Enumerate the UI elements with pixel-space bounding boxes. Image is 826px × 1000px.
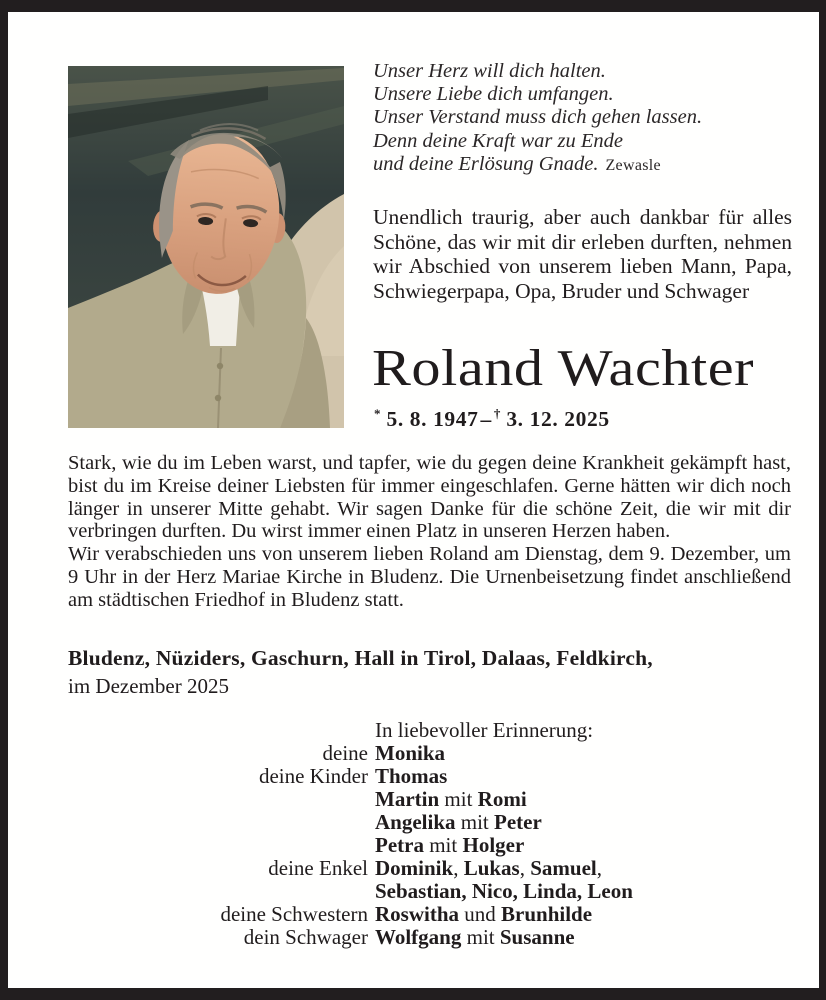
life-dates: [374, 406, 610, 432]
obituary-body: [68, 452, 791, 612]
family-names: [375, 926, 575, 949]
connector-text: ,: [519, 856, 531, 880]
poem-line-text: und deine Erlösung Gnade.: [373, 152, 599, 175]
relation-label: [68, 788, 368, 811]
birth-date: 5. 8. 1947: [386, 407, 479, 432]
remembrance-section: [68, 719, 792, 949]
family-name: Samuel: [530, 856, 597, 880]
portrait-photo: [68, 66, 344, 428]
shirt-button: [215, 395, 221, 401]
remembrance-row: [68, 811, 792, 834]
remembrance-row: [68, 880, 792, 903]
places-line: Bludenz, Nüziders, Gaschurn, Hall in Tirol, Dalaas, Feldkirch,: [68, 646, 653, 670]
mourning-poem: [373, 60, 799, 177]
family-name: Roswitha: [375, 902, 460, 926]
poem-line: Unser Verstand muss dich gehen lassen.: [373, 106, 703, 129]
poem-line: Unser Herz will dich halten.: [373, 60, 606, 82]
family-name: Angelika: [375, 810, 456, 834]
relation-label: [68, 834, 368, 857]
poem-line: Denn deine Kraft war zu Ende: [373, 129, 623, 152]
remembrance-row: [68, 742, 792, 765]
relation-label: [68, 880, 368, 903]
remembrance-row: [68, 926, 792, 949]
remembrance-row: [68, 857, 792, 880]
remembrance-row: [68, 834, 792, 857]
family-names: [375, 857, 602, 880]
connector-text: mit: [461, 925, 500, 949]
family-name: Peter: [494, 810, 542, 834]
connector-text: mit: [439, 787, 478, 811]
connector-text: ,: [596, 856, 602, 880]
family-name: Monika: [375, 741, 446, 765]
dates-separator: –: [480, 407, 492, 432]
connector-text: mit: [455, 810, 495, 834]
relation-label: [68, 811, 368, 834]
family-name: Martin: [375, 787, 440, 811]
family-names: [375, 880, 633, 903]
family-names: [375, 903, 592, 926]
family-names: [375, 811, 542, 834]
month-year-line: im Dezember 2025: [68, 674, 229, 698]
deceased-name: Roland Wachter: [372, 340, 755, 397]
family-names: [375, 742, 445, 765]
relation-label: deine: [322, 741, 368, 765]
family-name: Petra: [375, 833, 424, 857]
family-name: Wolfgang: [375, 925, 462, 949]
poem-attribution: Zewasle: [605, 156, 661, 174]
relation-label: deine Enkel: [268, 856, 368, 880]
family-name: Brunhilde: [501, 902, 593, 926]
remembrance-row: [68, 765, 792, 788]
connector-text: ,: [453, 856, 464, 880]
family-name: Thomas: [375, 764, 448, 788]
family-name: Dominik: [375, 856, 454, 880]
connector-text: mit: [423, 833, 463, 857]
relation-label: deine Kinder: [258, 764, 368, 788]
death-symbol: †: [493, 406, 501, 421]
shirt-button: [217, 363, 223, 369]
birth-symbol: *: [374, 406, 381, 421]
poem-line: Unsere Liebe dich umfangen.: [373, 83, 614, 106]
family-name: Romi: [477, 787, 527, 811]
relation-label: deine Schwestern: [220, 902, 368, 926]
portrait-photo-graphic: [68, 66, 344, 428]
family-name: Holger: [462, 833, 525, 857]
family-names: [375, 834, 524, 857]
poem-line: [373, 153, 799, 177]
body-paragraph-1: Stark, wie du im Leben warst, und tapfer, wie du gegen deine Krankheit gekämpft hast, bist du im Kreise deiner Liebsten für immer eingeschlafen. Gerne hätten wir dich noch länger in unserer Mitte gehabt. Wir sagen Danke für die schöne Zeit, die wir mit dir verbringen durften. Du wirst immer einen Platz in unseren Herzen haben.: [68, 452, 791, 543]
remembrance-row: [68, 788, 792, 811]
family-name: Lukas: [463, 856, 520, 880]
family-name: Susanne: [499, 925, 575, 949]
relation-label: dein Schwager: [243, 925, 368, 949]
death-date: 3. 12. 2025: [506, 407, 610, 432]
remembrance-row: [68, 903, 792, 926]
remembrance-heading: In liebevoller Erinnerung:: [375, 718, 594, 742]
remembrance-rows: [68, 742, 792, 949]
farewell-intro-text: Unendlich traurig, aber auch dankbar für alles Schöne, das wir mit dir erleben durften, nehmen wir Abschied von unserem lieben Mann, Papa, Schwiegerpapa, Opa, Bruder und Schwager: [373, 205, 792, 303]
family-names: [375, 788, 527, 811]
family-name: Sebastian, Nico, Linda, Leon: [375, 879, 633, 903]
connector-text: und: [459, 902, 502, 926]
body-paragraph-2: Wir verabschieden uns von unserem lieben Roland am Dienstag, dem 9. Dezember, um 9 Uhr in der Herz Mariae Kirche in Bludenz. Die Urnenbeisetzung findet anschließend am städtischen Friedhof in Bludenz statt.: [68, 543, 791, 611]
family-names: [375, 765, 447, 788]
